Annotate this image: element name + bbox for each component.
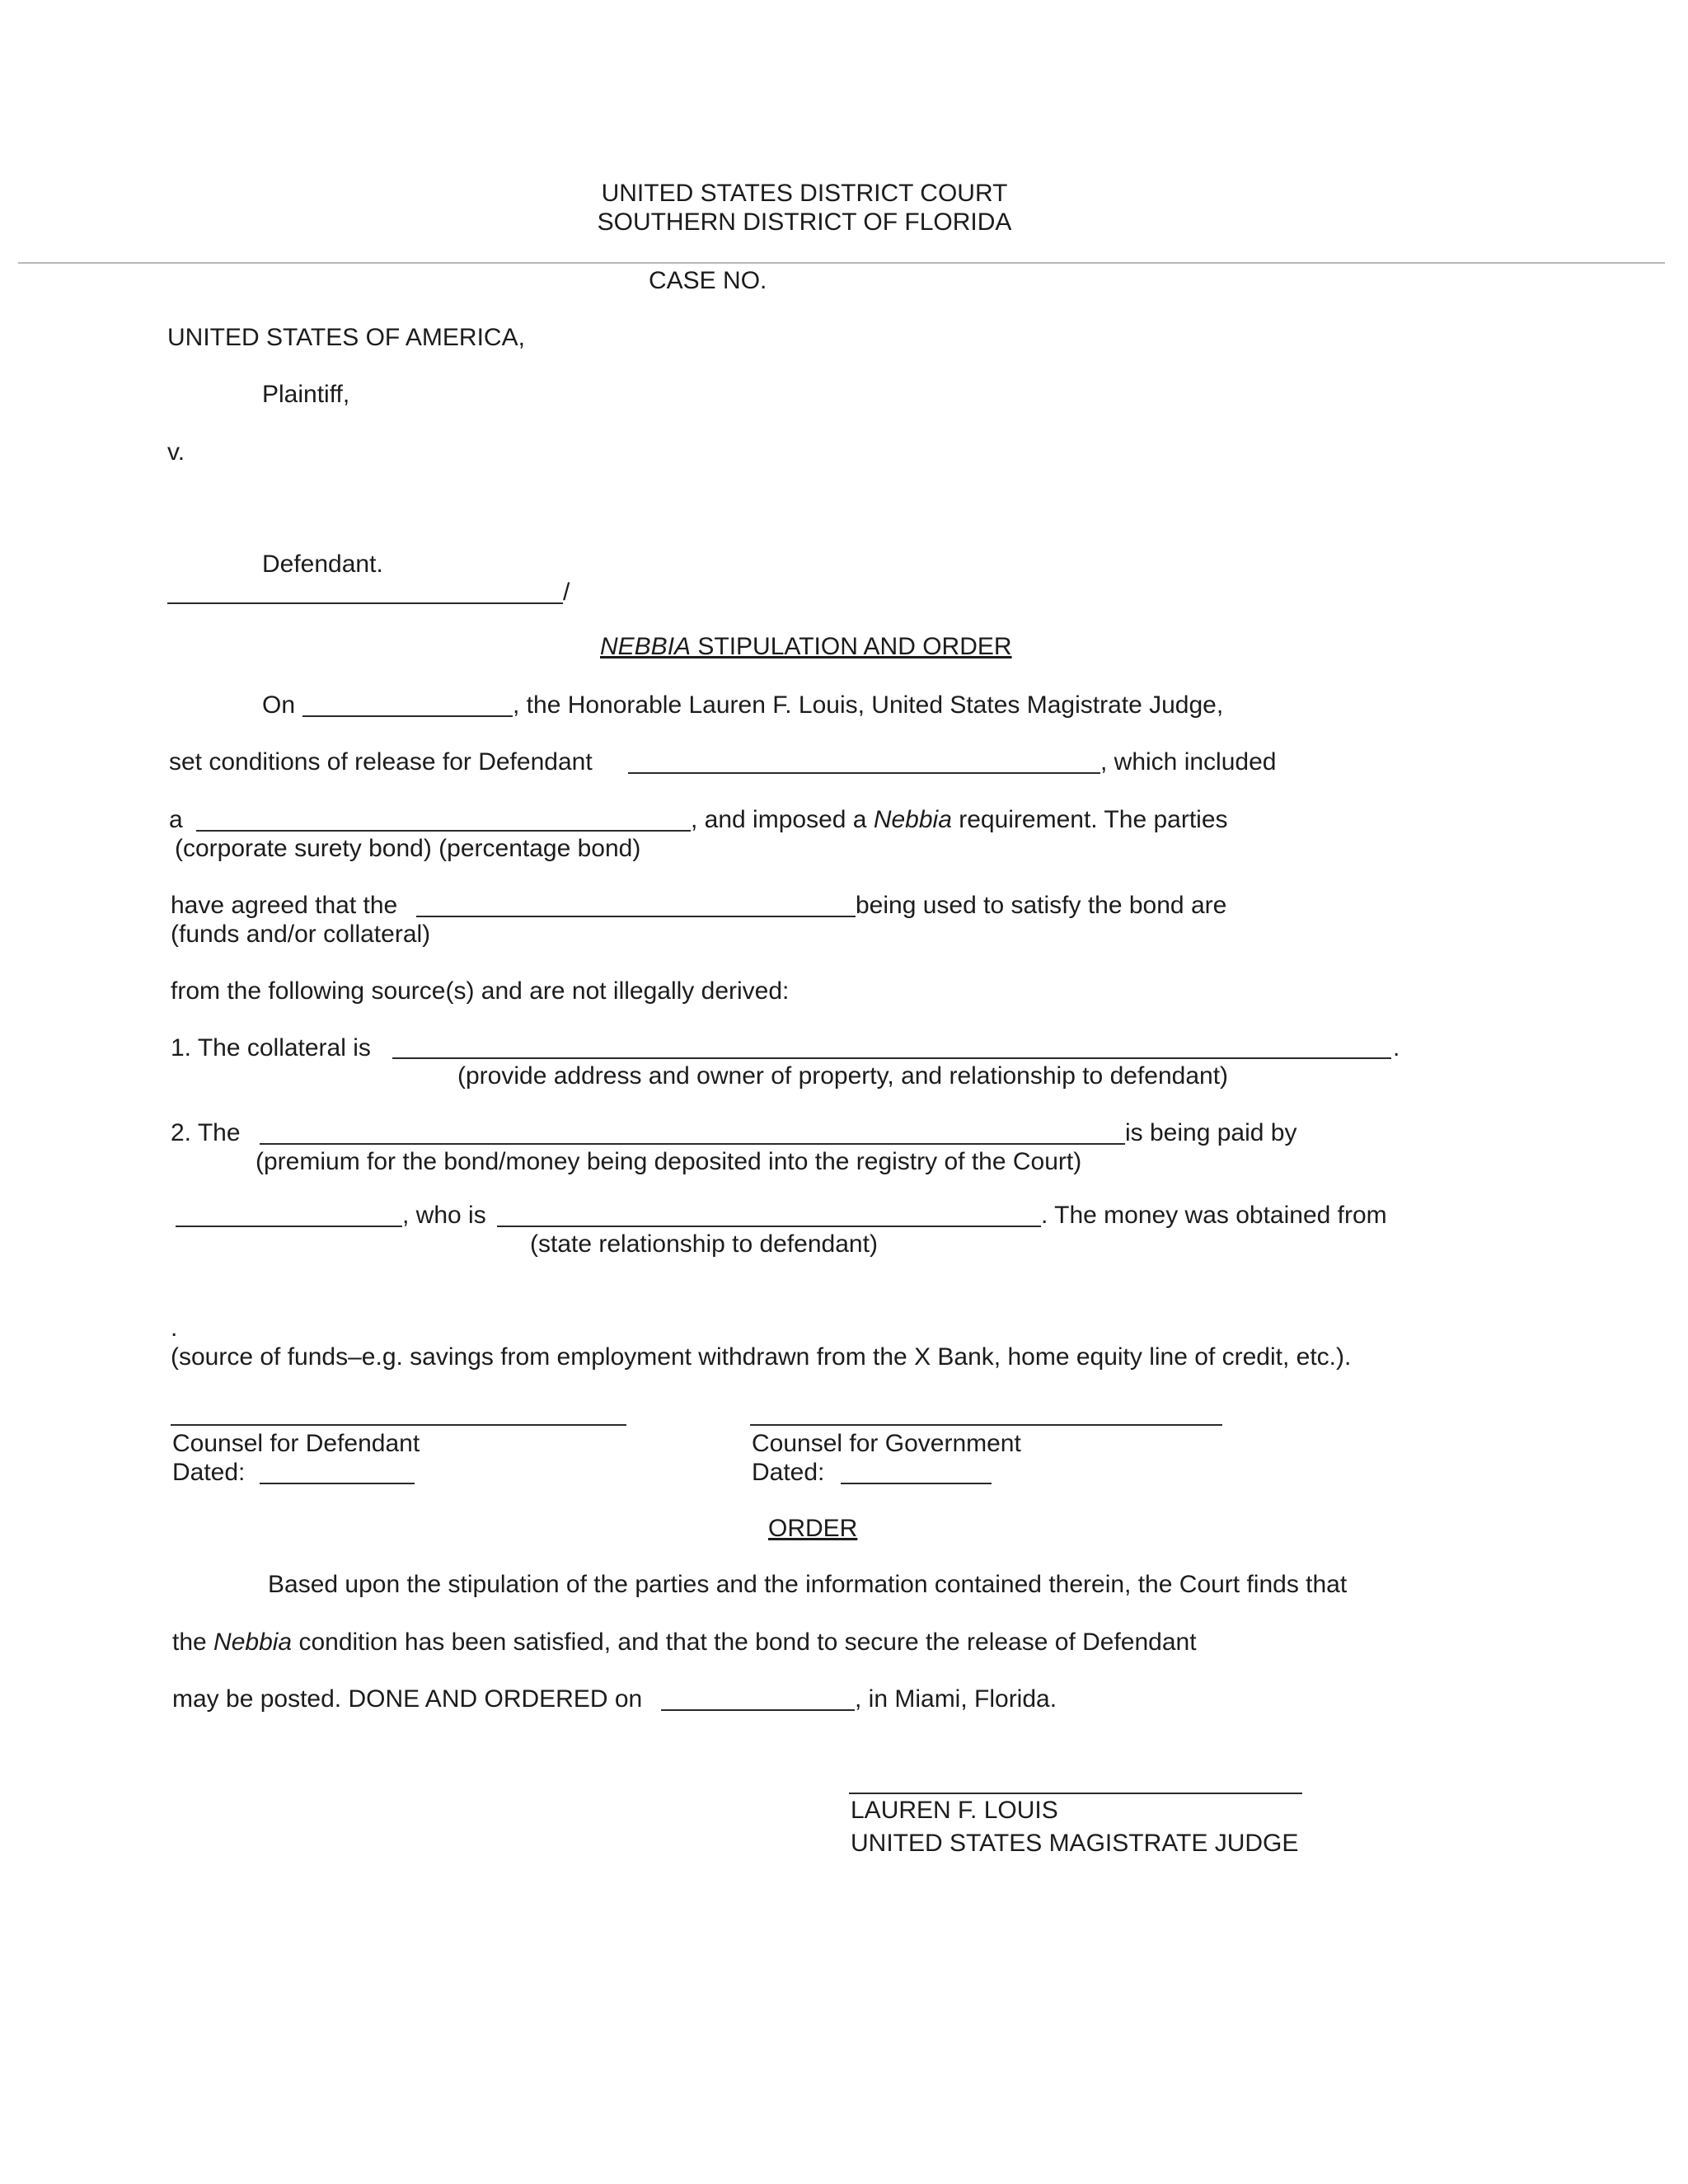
- case-number-label: CASE NO.: [649, 267, 767, 294]
- document-title: [600, 633, 1012, 662]
- header-divider: [18, 262, 1665, 264]
- item2-end: is being paid by: [1125, 1119, 1297, 1146]
- p3-mid: , and imposed a: [691, 806, 874, 833]
- order-heading: ORDER: [768, 1515, 858, 1542]
- government-date-blank[interactable]: [841, 1483, 992, 1484]
- government-dated-label: Dated:: [752, 1459, 825, 1486]
- p1-on: On: [262, 691, 296, 719]
- funds-blank[interactable]: [416, 916, 856, 917]
- order-line2-start: the: [172, 1629, 214, 1656]
- item2-start: 2. The: [171, 1119, 241, 1146]
- versus-label: v.: [167, 438, 185, 466]
- relationship-blank[interactable]: [497, 1226, 1041, 1227]
- order-line1: Based upon the stipulation of the parties and the information contained therein, the Court finds that: [268, 1571, 1348, 1598]
- collateral-blank[interactable]: [392, 1057, 1391, 1059]
- order-line2-end: condition has been satisfied, and that the bond to secure the release of Defendant: [292, 1629, 1197, 1656]
- government-counsel-label: Counsel for Government: [752, 1430, 1021, 1457]
- relationship-note: (state relationship to defendant): [530, 1230, 878, 1258]
- defense-counsel-label: Counsel for Defendant: [172, 1430, 420, 1457]
- sources-intro: from the following source(s) and are not illegally derived:: [171, 977, 790, 1005]
- order-line3-end: , in Miami, Florida.: [855, 1685, 1057, 1713]
- order-date-blank[interactable]: [661, 1709, 855, 1711]
- item1-start: 1. The collateral is: [171, 1034, 371, 1062]
- payer-blank[interactable]: [176, 1226, 402, 1227]
- defense-signature-line[interactable]: [171, 1424, 626, 1426]
- p2-end: , which included: [1100, 748, 1277, 776]
- bond-type-blank[interactable]: [196, 830, 691, 832]
- caption-rule: [167, 602, 563, 604]
- defense-date-blank[interactable]: [260, 1483, 415, 1484]
- government-signature-line[interactable]: [750, 1424, 1222, 1426]
- plaintiff-label: Plaintiff,: [262, 381, 350, 408]
- title-nebbia: NEBBIA: [600, 633, 692, 660]
- order-line2: [172, 1629, 1197, 1657]
- source-of-funds-note: (source of funds–e.g. savings from employment withdrawn from the X Bank, home equity line of credit, etc.).: [171, 1343, 1352, 1371]
- court-name-line2: SOUTHERN DISTRICT OF FLORIDA: [597, 209, 1012, 236]
- judge-title: UNITED STATES MAGISTRATE JUDGE: [851, 1830, 1299, 1857]
- order-line3-start: may be posted. DONE AND ORDERED on: [172, 1685, 643, 1713]
- judge-signature-line[interactable]: [849, 1793, 1302, 1794]
- plaintiff-name: UNITED STATES OF AMERICA,: [167, 324, 525, 351]
- p2-start: set conditions of release for Defendant: [169, 748, 593, 776]
- title-rest: STIPULATION AND ORDER: [691, 633, 1012, 660]
- p4-end: being used to satisfy the bond are: [856, 892, 1227, 919]
- premium-note: (premium for the bond/money being deposited into the registry of the Court): [256, 1148, 1082, 1175]
- collateral-note: (provide address and owner of property, and relationship to defendant): [457, 1062, 1229, 1090]
- defendant-label: Defendant.: [262, 551, 383, 578]
- p3-text: [691, 806, 1228, 835]
- item2b-who: , who is: [402, 1202, 486, 1229]
- funds-note: (funds and/or collateral): [171, 921, 431, 948]
- p3-nebbia: Nebbia: [873, 806, 952, 833]
- p3-end: requirement. The parties: [951, 806, 1228, 833]
- premium-blank[interactable]: [260, 1143, 1125, 1145]
- source-dot: .: [171, 1315, 178, 1342]
- p3-a: a: [169, 806, 183, 833]
- p1-rest: , the Honorable Lauren F. Louis, United States Magistrate Judge,: [513, 691, 1224, 719]
- defendant-name-blank[interactable]: [628, 772, 1100, 774]
- bond-type-note: (corporate surety bond) (percentage bond): [175, 835, 641, 862]
- defense-dated-label: Dated:: [172, 1459, 246, 1486]
- court-name-line1: UNITED STATES DISTRICT COURT: [601, 180, 1008, 207]
- item1-period: .: [1393, 1034, 1400, 1062]
- item2b-end: . The money was obtained from: [1041, 1202, 1387, 1229]
- date-blank[interactable]: [302, 715, 513, 717]
- judge-name: LAUREN F. LOUIS: [851, 1797, 1058, 1824]
- p4-start: have agreed that the: [171, 892, 398, 919]
- order-line2-nebbia: Nebbia: [213, 1629, 293, 1656]
- caption-slash: /: [563, 579, 570, 606]
